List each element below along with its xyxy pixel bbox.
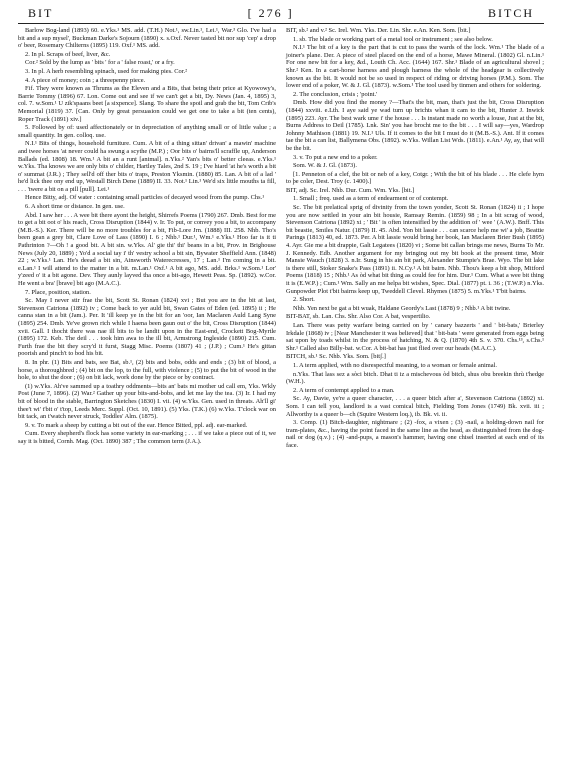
entry-headword-paragraph: BIT, adj. Sc. Irel. Nhb. Dur. Cum. Wm. Yks. [bit.] — [286, 186, 415, 194]
entry-paragraph: 5. Followed by of: used affectionately or in depreciation of anything small or of little value ; a small quantity. In gen. colloq. use. — [18, 124, 276, 139]
entry-paragraph: Som. W. & J. Gl. (1873). — [293, 162, 357, 170]
entry-paragraph: Nhb. Yen next be gat a bit wuak, Haldane Geordy's Last (1878) 9 ; Nhb.¹ A bit twine. — [293, 304, 511, 312]
entry-paragraph: 7. Place, position, station. — [25, 288, 91, 296]
entry-paragraph: Fif. They were known as Thrums as the Eleven and a Bits, that being their price at Kyowowy's, Barrie Tommy (1896) 67. Lon. Come out and see if we can't get a bit, Dy. News (Jan. 4, 1895) 3, col. 7. w.Som.¹ U zik'spaans beet [a sixpence]. Slang. To share the spoil and grab the bit, Tom Crib's Memorial (1819) 37. [Can. Only by great persuasion could we get one to take a bit (ten cents), Roper Track (1891) xiv.] — [18, 85, 276, 123]
running-head — [18, 6, 544, 24]
entry-paragraph: 1. sb. The blade or working part of a metal tool or instrument ; see also below. — [293, 35, 493, 43]
entry-paragraph: Cor.² Sold by the lump as ' bits ' for a ' false roast,' or a fry. — [25, 59, 175, 67]
entry-paragraph: 9. v. To mark a sheep by cutting a bit out of the ear. Hence Bitted, ppl. adj. ear-marked. — [25, 421, 248, 429]
entry-paragraph: Abd. I saw her . . . A wee bit there ayont the height, Shirrefs Poems (1790) 267. Dmb. Best for me to get a bit oot o' his reach, Cross Disruption (1844) v. Ir. To put, or convey you a bit, to accompany (M.B.-S.). Ker. There will be no more troubles for a bit, Fib-Lore Jrn. (1888) III. 258. Nhb. Tho's been gean a grey bit, Clare Love of Lass (1890) I. 6 ; Nhb.¹ Dur.¹, Wm.¹ e.Yks.¹ Hoo far is it ti Pathrinton ?—Oh ! a good bit. A bit sin. w.Yks. Al' gie thi' thi' beans in a bit, Prov. in Brighouse News (July 20, 1889) ; Yo'd a social tay i' th' vestry school a bit sin, Bywater Sheffield Ann. (1848) 22 ; w.Yks.¹ Lan. He's deead a bit sin, Ainsworth Waterecresses, 17 ; Lan.¹ I'm coming in a bit. e.Lan.¹ I will attend to the matter in a bit. m.Lan.¹ Oxf.¹ A bit ago, MS. add. Brks.¹ w.Som.¹ Lor' y'zeed o' it a bit agone. Dev. They aunly layved tha once a bit-ago, Hewett Peas. Sp. (1892). w.Cor. He went a bra' [brave] bit ago (M.A.C.). — [18, 211, 276, 287]
running-head-right: BITCH — [488, 6, 534, 20]
entry-paragraph: (1) w.Yks. Ah've sammed up a toathry oddments—bits an' bats mi mother ud call em, Yks. Wkly Post (June 7, 1896). (2) War.² Gather up your bits-and-bobs, and let me lay the tea. (3) Ir. I had my bit of blood in the stable, Barrington Sketches (1830) I. vii. (4) w.Yks. Gen. used in threats. Ah'll gi' thee't wi' t'bit o' t'top, Leeds Merc. Suppl. (Oct. 10, 1891). (5) Yks. (T.K.) (6) w.Yks. T'clock war on bit tack, an t'watch never struck, Toddles' Alm. (1875). — [18, 382, 276, 421]
entry-paragraph: 1. Small ; freq. used as a term of endearment or of contempt. — [293, 195, 449, 203]
entry-paragraph: [1. Penneton of a clef, the bit or neb of a key, Cotgr. ; With the bit of his blade . . . He clefe hym to þe coler, Dest. Troy (c. 1400).] — [286, 170, 544, 186]
entry-paragraph: Sc. The bit prelatical sprig of divinity from the town yonder, Scott St. Ronan (1824) ii ; I hope you are now settled in your ain bit housie, Ramsay Remin. (1859) 98 ; In a bit scrag of wood, Stevenson Catriona (1892) xi ; ' Bit ' is often intensified by the addition of ' wee ' (A.W.). Bnff. This bit beastie, Smiles Natur. (1879) II. 45. Abd. Yon bit lassie . . . can scarce help me wi' a job, Beattie Parings (1813) 40, ed. 1873. Per. A bit lassie would bring her book, Ian Maclaren Brier Bush (1895) 4. Ayr. Gie me a bit drappie, Galt Legatees (1820) vi ; Some bit callan brings me news, Burns To Mr. J. Kennedy. Edb. Another argument for my bringing out my bit book at the present time, Moir Mansie Wauch (1828) 3. n.Ir. Sung in his ain bit park, Alexander Stumpie's Brae. Wyo. The bit lake is there still, Stoker Snake's Pass (1891) ii. N.Cy.¹ A bit bairn. Nhb. Thou's keep a bit shop, Mitford Poems (1818) 15 ; Nhb.¹ As òd what bit thing as could fee for him. Dur.¹ Cum. What a wee bit thing it is (E.W.P.) ; Cum.¹ Wm. Sally an me helpa bit wishes, Spec. Dial. (1877) pt. i. 36 ; (T.W.P.) n.Yks. Gunpowder Plot t'bit bairns keep up, Tweddell Clevel. Rhymes (1875) 5. m.Yks.¹ T'bit bairns. — [286, 204, 544, 295]
entry-paragraph: Dmb. How did you find the money ?—That's the bit, man, that's just the bit, Cross Disruption (1844) xxviii. e.Lth. I aye said ye wad turn up brichts whan it cam to the bit, Hunter J. Inwick (1895) 223. Ayr. The best wark ume i' the house . . . Is instant made no worth a louse, Just at the bit, Burns Address to Deil (1785). Lnk. Sin' you hae brocht me to the bit . . . I will say—yes, Wardrop Johnny Mathison (1881) 19. N.I.¹ Uls. If it comes to the bit I must do it (M.B.-S.). Ant. If it comes tae the bit a can list, Ballymena Obs. (1892). w.Yks. Willan List Wds. (1811). e.An.¹ Ay, ay, that will be the bit. — [286, 99, 544, 152]
entry-paragraph: Lan. There was petty warfare being carried on by ' canary bazzerts ' and ' bit-bats,' Brierley Irkdale (1868) iv ; [Near Manchester it was believed] that ' bit-bats ' were generated from eggs being sat upon by toads whilst in the process of hatching, N. & Q. (1870) 4th S. v. 370. Chs.¹³, s.Chs.¹ Shr.¹ Called also Billy-bat. w.Cor. A bit-bat has just flied over our heads (M.A.C.). — [286, 321, 544, 352]
entry-paragraph: 1. A term applied, with no disrespectful meaning, to a woman or female animal. — [293, 361, 497, 369]
entry-paragraph: 6. A short time or distance. In gen. use. — [25, 203, 125, 211]
entry-paragraph: 3. In pl. A herb resembling spinach, used for making pies. Cor.² — [25, 67, 188, 75]
entry-headword-paragraph: BIT-BAT, sb. Lan. Chs. Shr. Also Cor. A bat, vespertilio. — [286, 313, 431, 321]
entry-paragraph: 2. A term of contempt applied to a man. — [293, 386, 395, 394]
entry-paragraph: 3. v. To put a new end to a poker. — [293, 153, 378, 161]
dictionary-page — [18, 6, 544, 450]
entry-paragraph: 2. Short. — [293, 296, 315, 304]
page-number: [ 276 ] — [247, 6, 294, 20]
entry-paragraph: n.Yks. That lass sez a sòci bitch. Dhat ti iz a mischevous òd bitch, shus obu breekin thrù t'hedge (W.H.). — [286, 370, 544, 386]
left-column — [18, 27, 276, 450]
entry-headword-paragraph: BIT, sb.² and v.² Sc. Irel. Wm. Yks. Der. Lin. Shr. e.An. Ken. Som. [bit.] — [286, 27, 471, 34]
entry-paragraph: N.I.¹ The bit of a key is the part that is cut to pass the wards of the lock. Wm.¹ The blade of a joiner's plane. Der. A piece of steel placed on the end of a horse, Mawe Mineral. (1802) Gl. n.Lin.¹ For one new bit for a key, &d., Louth Ch. Acc. (1644) 167. Shr.¹ Blade of an agricultural shovel ; Shr.² Ken. In a cart-horse harness and plough harness the whole of the headgear is collectively known as the bit. It would not be so used in respect of riding or driving horses (P.M.). Som. The lower end of a poker, W. & J. Gl. (1873). w.Som.¹ The tool used by tinmen and others for soldering. — [286, 44, 544, 90]
entry-paragraph: 2. The conclusion, crisis ; 'point.' — [293, 90, 378, 98]
entry-paragraph: Sc. May I never stir frae the bit, Scott St. Ronan (1824) xvi ; But you are in the bit at last, Stevenson Catriona (1892) iv ; Come back to yer auld bit, Swan Gates of Eden (ed. 1895) ii ; He canna stan in a bit (Jam.). Per. It 'ill keep ye in the bit for an 'oor, Ian Maclaren Auld Lang Syne (1895) 254. Dmb. Ye've grown rich while I haena been gaun out o' the bit, Cross Disruption (1844) xvii. Gall. I thocht there was nae ill bits to be landit upon in the East-end, Crockett Bog-Myrtle (1895) 172. Keb. The deil . . . took him awa to the ill bit, Armstrong Ingleside (1890) 215. Cum. Furth frae the bit they scry'd it furst, Stagg Misc. Poems (1807) 41 ; (J.P.) ; Cum.¹ He's gittan poorish and pinch't to bod his bit. — [18, 297, 276, 358]
running-head-left: BIT — [28, 6, 54, 20]
entry-headword-paragraph: BITCH, sb.¹ Sc. Nhb. Yks. Som. [bitʃ.] — [286, 353, 386, 361]
entry-paragraph: 4. A piece of money; coin ; a threepenny piece. — [25, 76, 146, 84]
entry-paragraph: 3. Comp. (1) Bitch-daughter, nightmare ; (2) -fox, a vixen ; (3) -nail, a holding-down nail for tram-plates, &c., having the point faced in the same line as the head, as distinguished from the dog-nail or dog (q.v.) ; (4) -and-pups, a mason's hammer, having one chisel inserted at each end of its face. — [286, 419, 544, 449]
entry-paragraph: Sc. Ay, Davie, ye're a queer character, . . . a queer bitch after a', Stevenson Catriona (1892) xi. Som. I can tell you, landlord is a vast comical bitch, Fielding Tom Jones (1749) Bk. xvii. iii ; Allworthy is a queer b—ch (Squire Western loq.), ib. Bk. vi. ii. — [286, 395, 544, 418]
entry-paragraph: Barlow Bog-land (1893) 60. e.Yks.¹ MS. add. (T.H.) Not.¹, sw.Lin.¹, Lei.¹, War.³ Glo. I've had a bit and a sup mysel', Buckman Darke's Sojourn (1890) x. s.Oxf. Never tasted bit nor sup 'cep' a drop o' beer, Rosemary Chilterns (1895) 119. Oxf.¹ MS. add. — [18, 27, 276, 50]
entry-paragraph: 2. In pl. Scraps of beef, liver, &c. — [25, 50, 111, 58]
text-columns — [18, 27, 544, 450]
entry-paragraph: 8. In phr. (1) Bits and bats, see Bat, sb.¹, (2) bits and bobs, odds and ends ; (3) bit of blood, a horse, a thoroughbred ; (4) bit on the lop, to the full, with violence ; (5) to put the bit of wood in the hole, to shut the door ; (6) on bit lack, work done by the piece or by contract. — [18, 358, 276, 382]
entry-paragraph: Hence Bitty, adj. Of water : containing small particles of decayed wood from the pump. Chs.¹ — [25, 194, 265, 202]
entry-paragraph: Cum. Every shepherd's flock has some variety in ear-marking ; . . . if we take a piece out of it, we say it is bitted, Cornh. Mag. (Oct. 1890) 387 ; The common term (J.A.). — [18, 430, 276, 445]
entry-paragraph: N.I.¹ Bits of things, household furniture. Cum. A bit of a thing sittan' drivan' a mawin' machine and twee horses 'at never could ha swung a scythe (M.P.) ; Oor bits o' bairns'll scraffle up, Anderson Ballads (ed. 1808) 18. Wm.¹ A bit an a runt [animal]. n.Yks.² Yan's bits o' better cleeas. e.Yks.¹ w.Yks. Tha knows we are only bits o' childer, Hartley Tales, 2nd S. 19 ; I've hiard 'at he's worth a bit o' summat (J.R.) ; They sell'd off ther bits o' traps, Preston Yksmin. (1880) 85. Lan. A bit of a lad ' he'd lick thee ony end up, Westall Birch Dene (1889) II. 33. Not.¹ Lin.¹ We'd six little mouths ta fill, . . . 'twere a bit on a pill [pull]. Lei.¹ — [18, 140, 276, 193]
right-column — [286, 27, 544, 450]
